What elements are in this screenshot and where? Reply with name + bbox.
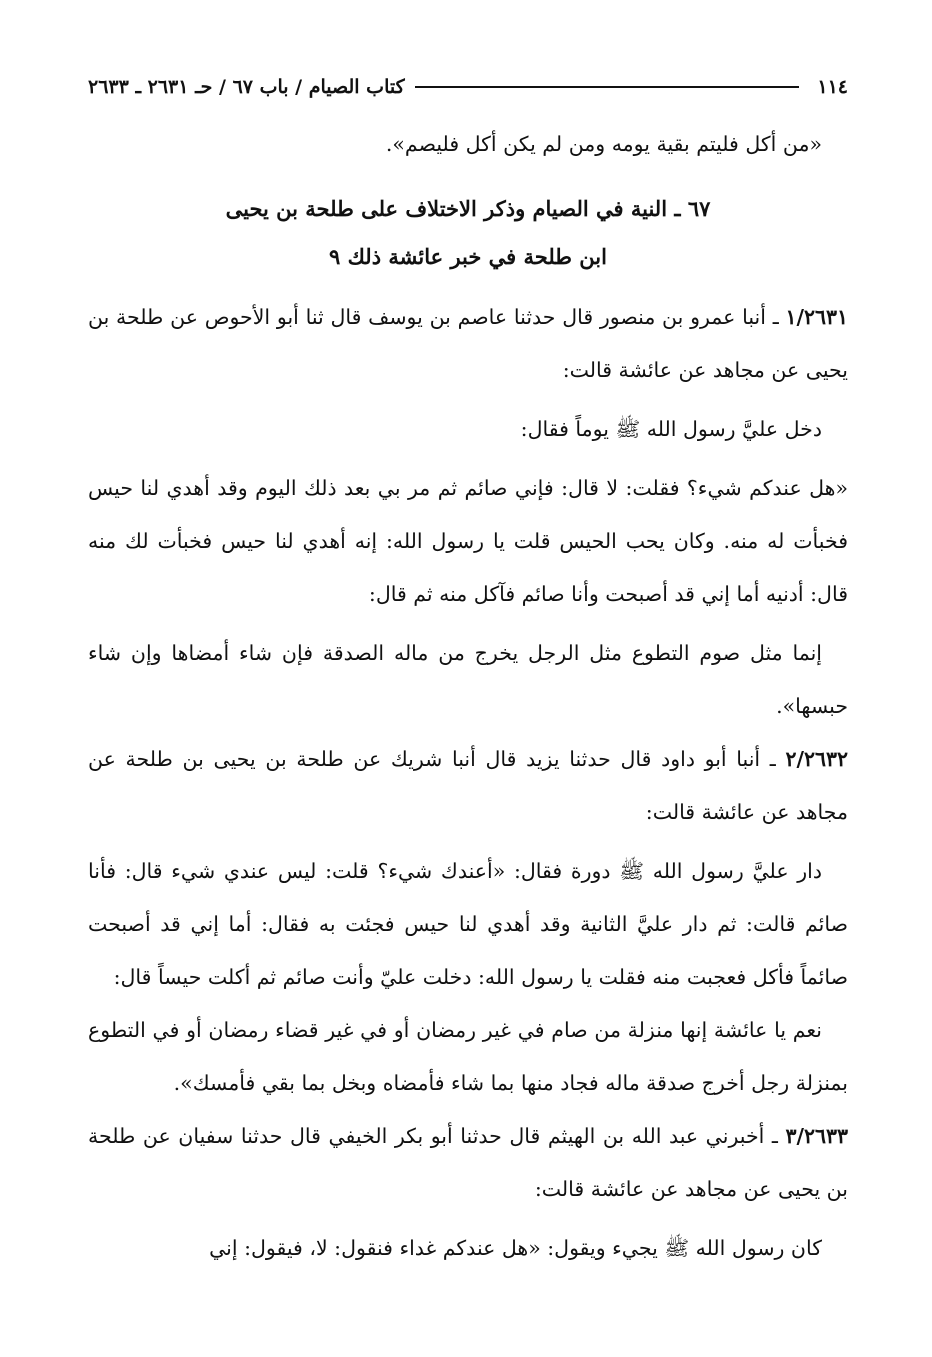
page-header bbox=[88, 72, 848, 102]
hadith-number: ٣/٢٦٣٣ bbox=[785, 1124, 848, 1148]
hadith-isnad bbox=[88, 291, 848, 397]
paragraph: «من أكل فليتم بقية يومه ومن لم يكن أكل فليصم». bbox=[385, 132, 822, 156]
hadith-number: ٢/٢٦٣٢ bbox=[785, 747, 848, 771]
isnad-text: ـ أخبرني عبد الله بن الهيثم قال حدثنا أبو بكر الخيفي قال حدثنا سفيان عن طلحة بن يحيى عن مجاهد عن عائشة قالت: bbox=[88, 1124, 848, 1201]
hadith-matn: كان رسول الله ﷺ يجيء ويقول: «هل عندكم غداء فنقول: لا، فيقول: إني bbox=[209, 1236, 822, 1260]
chapter-heading bbox=[88, 185, 848, 281]
hadith-number: ١/٢٦٣١ bbox=[785, 305, 848, 329]
page-number: ١١٤ bbox=[817, 76, 848, 98]
isnad-text: ـ أنبا عمرو بن منصور قال حدثنا عاصم بن يوسف قال ثنا أبو الأحوص عن طلحة بن يحيى عن مجاهد عن عائشة قالت: bbox=[88, 305, 848, 382]
hadith-matn: دخل عليَّ رسول الله ﷺ يوماً فقال: bbox=[520, 417, 822, 441]
page-body bbox=[88, 118, 848, 1275]
hadith-matn: «هل عندكم شيء؟ فقلت: لا قال: فإني صائم ثم مر بي بعد ذلك اليوم وقد أهدي لنا حيس فخبأت له منه. وكان يحب الحيس قلت يا رسول الله: إنه أهدي لنا حيس فخبأت لك منه قال: أدنيه أما إني قد أصبحت وأنا صائم فآكل منه ثم قال: bbox=[88, 476, 848, 606]
chapter-heading-line: ٦٧ ـ النية في الصيام وذكر الاختلاف على طلحة بن يحيى bbox=[225, 196, 711, 221]
header-rule bbox=[415, 86, 800, 88]
hadith-matn: دار عليَّ رسول الله ﷺ دورة فقال: «أعندك شيء؟ قلت: ليس عندي شيء قال: فأنا صائم قالت: ثم دار عليَّ الثانية وقد أهدي لنا حيس فجئت به فقال: أما إني قد أصبحت صائماً فأكل فعجبت منه فقلت يا رسول الله: دخلت عليّ وأنت صائم ثم أكلت حيساً قال: bbox=[88, 859, 848, 989]
hadith-isnad bbox=[88, 1110, 848, 1216]
isnad-text: ـ أنبا أبو داود قال حدثنا يزيد قال أنبا شريك عن طلحة بن يحيى بن طلحة عن مجاهد عن عائشة قالت: bbox=[88, 747, 848, 824]
hadith-matn: نعم يا عائشة إنها منزلة من صام في غير رمضان أو في غير قضاء رمضان أو في التطوع بمنزلة رجل أخرج صدقة ماله فجاد منها بما شاء فأمضاه وبخل بما بقي فأمسك». bbox=[88, 1018, 848, 1095]
hadith-matn: إنما مثل صوم التطوع مثل الرجل يخرج من ماله الصدقة فإن شاء أمضاها وإن شاء حبسها». bbox=[88, 641, 848, 718]
hadith-isnad bbox=[88, 733, 848, 839]
running-title: كتاب الصيام / باب ٦٧ / حـ ٢٦٣١ ـ ٢٦٣٣ bbox=[88, 76, 405, 98]
chapter-heading-line: ابن طلحة في خبر عائشة ذلك ٩ bbox=[329, 244, 607, 269]
